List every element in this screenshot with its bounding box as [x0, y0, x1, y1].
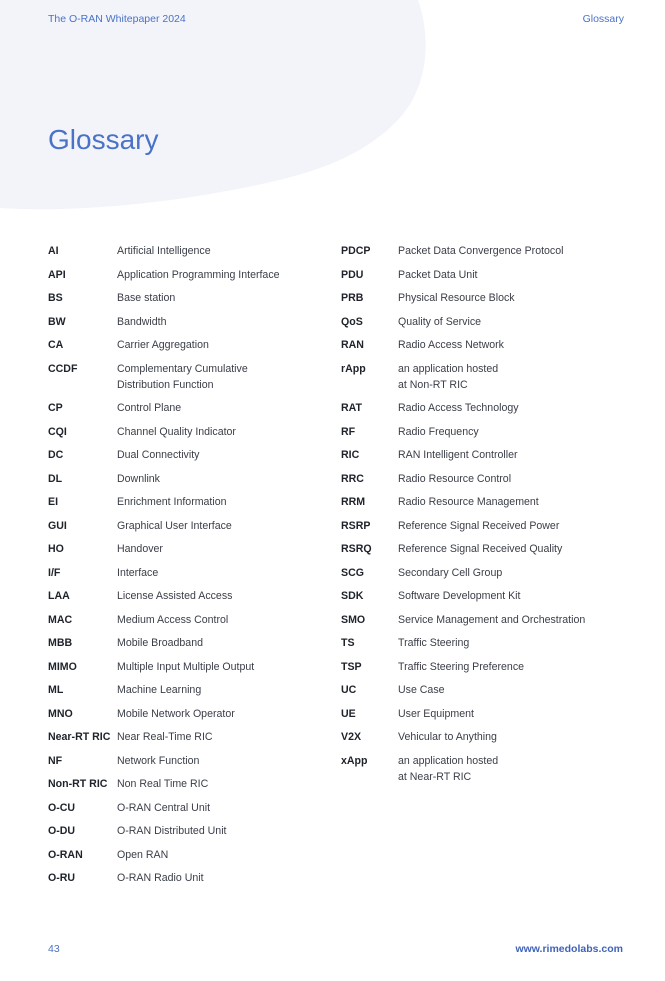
glossary-definition: [117, 518, 232, 534]
definition-line: O-RAN Radio Unit: [117, 872, 204, 884]
website-link[interactable]: www.rimedolabs.com: [515, 943, 623, 955]
glossary-definition: [117, 314, 166, 330]
glossary-definition: [117, 612, 228, 628]
glossary-definition: [398, 361, 498, 393]
glossary-entry: [48, 800, 318, 816]
glossary-entry: [48, 847, 318, 863]
glossary-definition: [398, 659, 524, 675]
glossary-term: HO: [48, 543, 64, 555]
glossary-entry: [341, 729, 631, 745]
glossary-entry: [341, 635, 631, 651]
glossary-term: MIMO: [48, 660, 77, 673]
definition-line: Near Real-Time RIC: [117, 731, 213, 743]
glossary-definition: [398, 337, 504, 353]
glossary-term: MAC: [48, 613, 73, 626]
glossary-definition: [398, 290, 515, 306]
glossary-term: GUI: [48, 519, 67, 532]
definition-line: User Equipment: [398, 707, 474, 720]
glossary-term: CP: [48, 402, 63, 414]
glossary-definition: [117, 471, 160, 487]
definition-line: Quality of Service: [398, 315, 482, 328]
glossary-definition: [117, 729, 213, 745]
definition-line: Traffic Steering: [398, 637, 470, 649]
glossary-entry: [48, 565, 318, 581]
glossary-definition: [398, 314, 481, 330]
glossary-entry: [341, 565, 631, 581]
definition-line: Physical Resource Block: [398, 292, 515, 304]
glossary-definition: [398, 518, 559, 534]
glossary-entry: [48, 588, 318, 604]
glossary-term: PDCP: [341, 245, 371, 257]
definition-line: Reference Signal Received Power: [398, 519, 560, 532]
glossary-definition: [398, 729, 497, 745]
glossary-definition: [398, 706, 474, 722]
glossary-definition: [398, 400, 519, 416]
definition-line: an application hosted: [398, 754, 499, 767]
glossary-term: RF: [341, 425, 356, 438]
glossary-entry: [341, 337, 631, 353]
glossary-entry: [48, 776, 318, 792]
glossary-definition: [117, 682, 201, 698]
glossary-entry: [48, 753, 318, 769]
glossary-entry: [48, 706, 318, 722]
definition-line: Packet Data Unit: [398, 268, 478, 281]
glossary-term: RAT: [341, 402, 362, 414]
glossary-entry: [48, 823, 318, 839]
glossary-entry: [341, 518, 631, 534]
glossary-definition: [117, 447, 199, 463]
definition-line: an application hosted: [398, 362, 499, 375]
definition-line: Channel Quality Indicator: [117, 425, 236, 438]
glossary-entry: [48, 870, 318, 886]
glossary-definition: [117, 753, 199, 769]
glossary-definition: [117, 267, 280, 283]
page-title: Glossary: [48, 124, 159, 155]
glossary-entry: [48, 267, 318, 283]
definition-line: Control Plane: [117, 402, 182, 414]
glossary-entry: [48, 494, 318, 510]
glossary-definition: [398, 267, 478, 283]
glossary-entry: [48, 314, 318, 330]
glossary-entry: [341, 541, 631, 557]
glossary-definition: [398, 565, 502, 581]
definition-line: Medium Access Control: [117, 613, 229, 626]
glossary-entry: [48, 400, 318, 416]
definition-line: Carrier Aggregation: [117, 339, 209, 351]
glossary-term: TSP: [341, 660, 362, 673]
glossary-term: O-RAN: [48, 848, 83, 861]
glossary-entry: [48, 447, 318, 463]
glossary-entry: [48, 682, 318, 698]
glossary-term: CA: [48, 339, 64, 351]
glossary-term: I/F: [48, 566, 61, 579]
definition-line: Complementary Cumulative: [117, 362, 248, 375]
glossary-entry: [341, 400, 631, 416]
document-title: The O-RAN Whitepaper 2024: [48, 13, 186, 25]
glossary-entry: [341, 612, 631, 628]
definition-line: Radio Access Technology: [398, 402, 519, 414]
glossary-entry: [48, 337, 318, 353]
definition-line: Handover: [117, 543, 163, 555]
definition-line: Bandwidth: [117, 315, 167, 328]
glossary-entry: [341, 424, 631, 440]
glossary-definition: [117, 635, 203, 651]
page-number: 43: [48, 943, 60, 955]
glossary-entry: [341, 314, 631, 330]
glossary-term: V2X: [341, 731, 362, 743]
glossary-definition: [117, 706, 235, 722]
glossary-term: EI: [48, 496, 59, 508]
glossary-term: MNO: [48, 707, 73, 720]
glossary-term: RAN: [341, 339, 364, 351]
glossary-entry: [341, 588, 631, 604]
glossary-definition: [398, 471, 511, 487]
glossary-definition: [398, 753, 498, 785]
glossary-definition: [398, 541, 562, 557]
definition-line: Mobile Broadband: [117, 637, 203, 649]
glossary-entry: [341, 267, 631, 283]
header-background-shape: [0, 0, 665, 240]
definition-line: Graphical User Interface: [117, 519, 232, 532]
glossary-entry: [341, 706, 631, 722]
glossary-term: rApp: [341, 362, 366, 375]
definition-line: Non Real Time RIC: [117, 778, 209, 790]
glossary-term: SCG: [341, 566, 364, 579]
glossary-term: RRM: [341, 496, 366, 508]
definition-line: Radio Access Network: [398, 339, 504, 351]
glossary-entry: [341, 447, 631, 463]
glossary-entry: [48, 243, 318, 259]
definition-line: Use Case: [398, 684, 445, 696]
glossary-definition: [398, 424, 479, 440]
definition-line: Radio Frequency: [398, 425, 479, 438]
glossary-definition: [117, 588, 232, 604]
glossary-entry: [341, 753, 631, 785]
glossary-entry: [48, 729, 318, 745]
glossary-term: BW: [48, 315, 66, 328]
glossary-entry: [341, 659, 631, 675]
definition-line: O-RAN Distributed Unit: [117, 825, 227, 837]
glossary-term: PRB: [341, 292, 364, 304]
definition-line: Reference Signal Received Quality: [398, 543, 563, 555]
glossary-definition: [117, 337, 209, 353]
definition-line: Network Function: [117, 754, 200, 767]
glossary-term: PDU: [341, 268, 364, 281]
definition-line: Base station: [117, 292, 176, 304]
glossary-entry: [341, 290, 631, 306]
glossary-definition: [398, 612, 585, 628]
glossary-definition: [117, 776, 208, 792]
glossary-term: LAA: [48, 590, 70, 602]
glossary-definition: [398, 682, 445, 698]
glossary-term: DC: [48, 449, 64, 461]
glossary-definition: [398, 243, 563, 259]
definition-line: at Near-RT RIC: [398, 770, 472, 783]
glossary-term: API: [48, 268, 66, 281]
glossary-definition: [398, 494, 539, 510]
glossary-term: Near-RT RIC: [48, 731, 111, 743]
glossary-definition: [398, 635, 469, 651]
glossary-column-right: [341, 243, 631, 792]
definition-line: Software Development Kit: [398, 590, 521, 602]
glossary-term: MBB: [48, 637, 73, 649]
glossary-definition: [117, 290, 175, 306]
glossary-term: CCDF: [48, 362, 78, 375]
definition-line: Distribution Function: [117, 378, 214, 391]
definition-line: Machine Learning: [117, 684, 202, 696]
definition-line: Open RAN: [117, 848, 169, 861]
glossary-column-left: [48, 243, 318, 894]
glossary-term: O-DU: [48, 825, 76, 837]
glossary-definition: [117, 823, 227, 839]
glossary-term: NF: [48, 754, 63, 767]
glossary-term: TS: [341, 637, 355, 649]
glossary-term: UC: [341, 684, 357, 696]
section-name: Glossary: [582, 13, 624, 25]
glossary-entry: [48, 424, 318, 440]
definition-line: at Non-RT RIC: [398, 378, 468, 391]
definition-line: Multiple Input Multiple Output: [117, 660, 255, 673]
glossary-term: AI: [48, 245, 59, 257]
glossary-entry: [341, 682, 631, 698]
glossary-entry: [48, 518, 318, 534]
glossary-term: UE: [341, 707, 356, 720]
glossary-entry: [48, 659, 318, 675]
glossary-definition: [117, 565, 158, 581]
glossary-term: BS: [48, 292, 63, 304]
definition-line: License Assisted Access: [117, 590, 233, 602]
definition-line: Mobile Network Operator: [117, 707, 235, 720]
definition-line: Enrichment Information: [117, 496, 227, 508]
glossary-definition: [117, 541, 163, 557]
glossary-definition: [398, 447, 518, 463]
definition-line: RAN Intelligent Controller: [398, 449, 518, 461]
glossary-term: RRC: [341, 472, 364, 485]
glossary-term: SMO: [341, 613, 366, 626]
glossary-term: DL: [48, 472, 63, 485]
glossary-term: ML: [48, 684, 64, 696]
glossary-definition: [117, 243, 211, 259]
glossary-definition: [117, 870, 204, 886]
glossary-entry: [48, 541, 318, 557]
glossary-term: SDK: [341, 590, 364, 602]
glossary-term: QoS: [341, 315, 363, 328]
definition-line: Traffic Steering Preference: [398, 660, 525, 673]
glossary-term: Non-RT RIC: [48, 778, 108, 790]
definition-line: Secondary Cell Group: [398, 566, 503, 579]
definition-line: Service Management and Orchestration: [398, 613, 586, 626]
glossary-definition: [398, 588, 520, 604]
definition-line: Packet Data Convergence Protocol: [398, 245, 564, 257]
glossary-entry: [341, 494, 631, 510]
glossary-entry: [341, 361, 631, 393]
glossary-entry: [48, 290, 318, 306]
glossary-term: O-CU: [48, 801, 76, 814]
glossary-definition: [117, 424, 236, 440]
definition-line: O-RAN Central Unit: [117, 801, 211, 814]
definition-line: Artificial Intelligence: [117, 245, 211, 257]
glossary-term: RSRQ: [341, 543, 372, 555]
glossary-entry: [48, 612, 318, 628]
glossary-term: xApp: [341, 754, 368, 767]
glossary-term: O-RU: [48, 872, 76, 884]
glossary-definition: [117, 494, 227, 510]
glossary-entry: [341, 471, 631, 487]
glossary-definition: [117, 659, 254, 675]
definition-line: Application Programming Interface: [117, 268, 280, 281]
definition-line: Radio Resource Management: [398, 496, 539, 508]
definition-line: Vehicular to Anything: [398, 731, 497, 743]
glossary-definition: [117, 361, 248, 393]
glossary-entry: [341, 243, 631, 259]
glossary-entry: [48, 361, 318, 393]
definition-line: Radio Resource Control: [398, 472, 512, 485]
glossary-entry: [48, 471, 318, 487]
glossary-definition: [117, 400, 181, 416]
definition-line: Downlink: [117, 472, 160, 485]
glossary-term: RSRP: [341, 519, 371, 532]
glossary-entry: [48, 635, 318, 651]
glossary-term: RIC: [341, 449, 360, 461]
definition-line: Dual Connectivity: [117, 449, 200, 461]
definition-line: Interface: [117, 566, 159, 579]
glossary-definition: [117, 847, 168, 863]
glossary-definition: [117, 800, 210, 816]
glossary-term: CQI: [48, 425, 67, 438]
